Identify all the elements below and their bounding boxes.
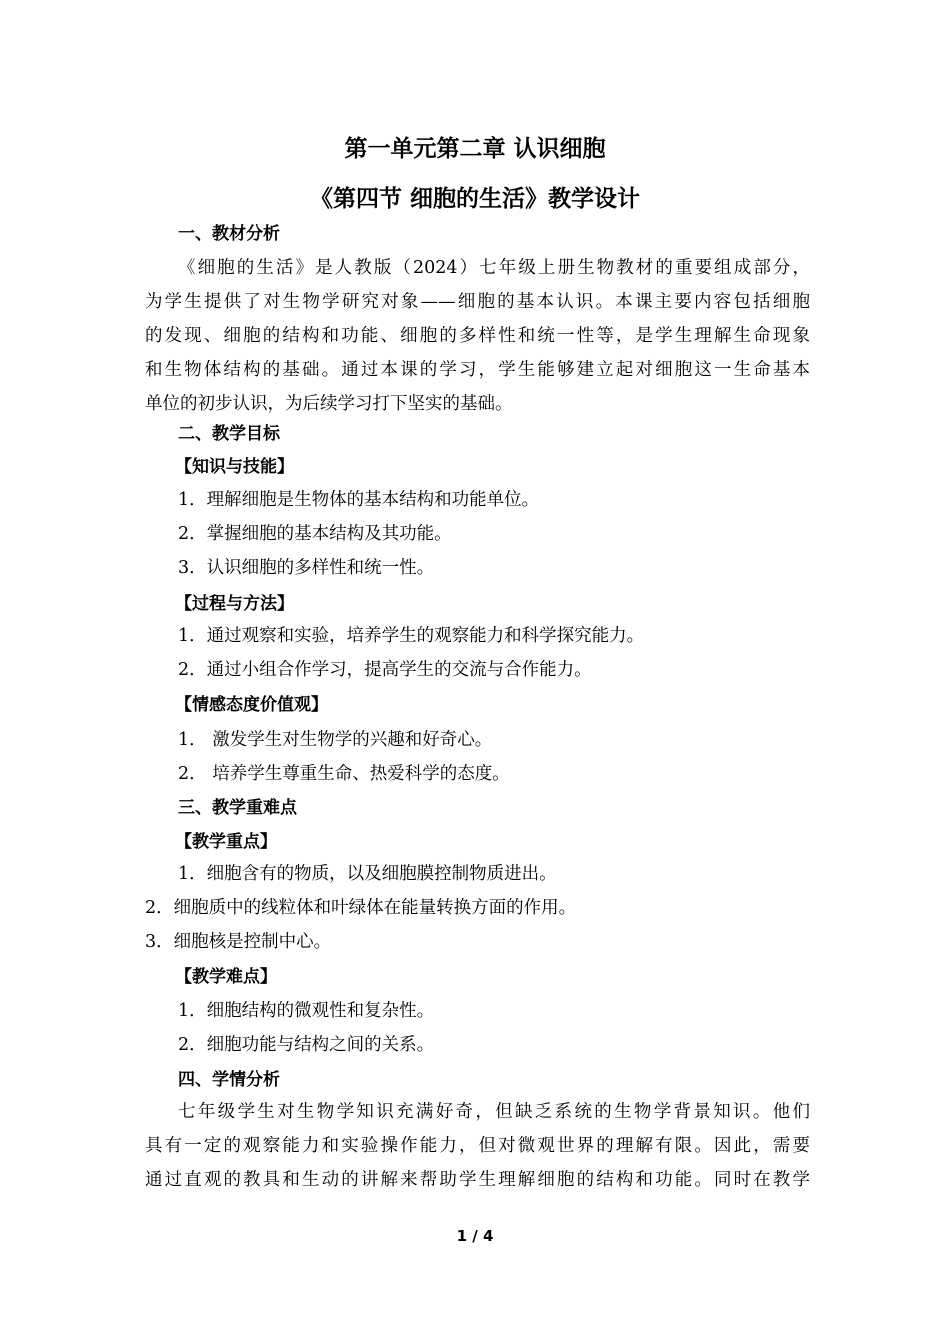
subheading-teaching-focus: 【教学重点】 (175, 832, 277, 852)
page-number: 1 / 4 (456, 1227, 494, 1245)
list-item: 2．掌握细胞的基本结构及其功能。 (178, 524, 452, 544)
list-item: 2．通过小组合作学习，提高学生的交流与合作能力。 (178, 660, 592, 680)
list-item: 3．认识细胞的多样性和统一性。 (178, 558, 435, 578)
list-item: 2．细胞质中的线粒体和叶绿体在能量转换方面的作用。 (145, 898, 577, 918)
document-title: 第一单元第二章 认识细胞 (344, 136, 606, 162)
section-heading-key-difficulties: 三、教学重难点 (178, 798, 297, 818)
paragraph-line: 《细胞的生活》是人教版（2024）七年级上册生物教材的重要组成部分， (178, 258, 810, 278)
list-item: 2．细胞功能与结构之间的关系。 (178, 1035, 435, 1055)
list-item: 1．细胞结构的微观性和复杂性。 (178, 1001, 435, 1021)
list-item: 3．细胞核是控制中心。 (145, 932, 332, 952)
list-item: 1．理解细胞是生物体的基本结构和功能单位。 (178, 490, 540, 510)
list-item: 1．通过观察和实验，培养学生的观察能力和科学探究能力。 (178, 626, 645, 646)
document-subtitle: 《第四节 细胞的生活》教学设计 (309, 186, 640, 212)
paragraph-line: 为学生提供了对生物学研究对象——细胞的基本认识。本课主要内容包括细胞 (145, 292, 810, 312)
subheading-teaching-difficulty: 【教学难点】 (175, 967, 277, 987)
list-item: 1． 激发学生对生物学的兴趣和好奇心。 (178, 730, 493, 750)
paragraph-line: 的发现、细胞的结构和功能、细胞的多样性和统一性等，是学生理解生命现象 (145, 326, 810, 346)
subheading-process-methods: 【过程与方法】 (175, 594, 294, 614)
paragraph-line: 通过直观的教具和生动的讲解来帮助学生理解细胞的结构和功能。同时在教学 (145, 1170, 810, 1190)
paragraph-line: 七年级学生对生物学知识充满好奇，但缺乏系统的生物学背景知识。他们 (178, 1102, 810, 1122)
subheading-knowledge-skills: 【知识与技能】 (175, 457, 294, 477)
paragraph-line: 单位的初步认识，为后续学习打下坚实的基础。 (145, 394, 513, 414)
list-item: 1．细胞含有的物质，以及细胞膜控制物质进出。 (178, 864, 557, 884)
section-heading-student-analysis: 四、学情分析 (178, 1070, 280, 1090)
section-heading-teaching-objectives: 二、教学目标 (178, 424, 280, 444)
paragraph-line: 具有一定的观察能力和实验操作能力，但对微观世界的理解有限。因此，需要 (145, 1136, 810, 1156)
section-heading-textbook-analysis: 一、教材分析 (178, 224, 280, 244)
subheading-attitude-values: 【情感态度价值观】 (175, 695, 328, 715)
paragraph-line: 和生物体结构的基础。通过本课的学习，学生能够建立起对细胞这一生命基本 (145, 360, 810, 380)
list-item: 2． 培养学生尊重生命、热爱科学的态度。 (178, 764, 510, 784)
